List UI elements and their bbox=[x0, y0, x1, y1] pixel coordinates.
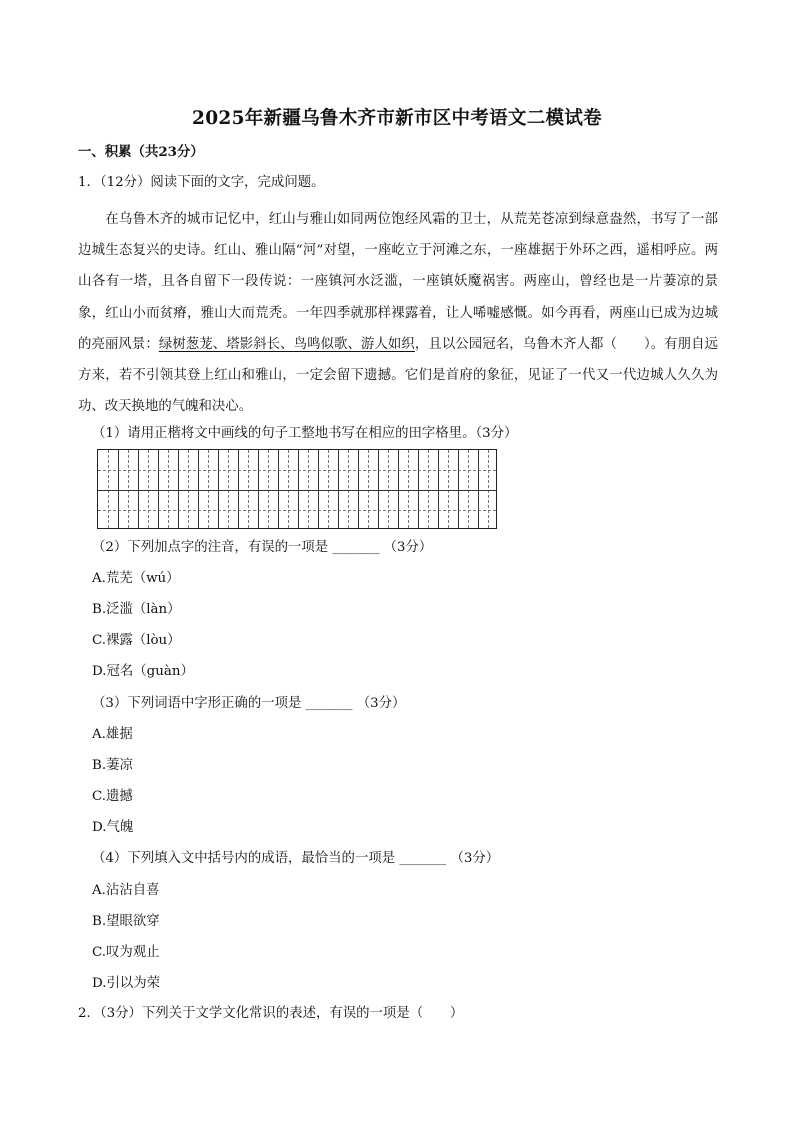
grid-cell-border bbox=[158, 450, 159, 528]
grid-cell-border bbox=[358, 450, 359, 528]
sub4-option-c: C.叹为观止 bbox=[92, 945, 160, 960]
grid-guide-line bbox=[408, 450, 409, 528]
grid-cell-border bbox=[198, 450, 199, 528]
sub2-option-d: D.冠名（guàn） bbox=[92, 664, 194, 679]
sub3-option-a: A.雄据 bbox=[92, 727, 133, 742]
grid-cell-border bbox=[418, 450, 419, 528]
passage-text-part1: 在乌鲁木齐的城市记忆中，红山与雅山如同两位饱经风霜的卫士，从荒芜苍凉到绿意盎然，书写了一部边城生态复兴的史诗。红山、雅山隔“河”对望，一座屹立于河滩之东，一座雄据于外环之西，遥相呼应。两山各有一塔，且各自留下一段传说：一座镇河水泛滥，一座镇妖魔祸害。两座山，曾经也是一片萋凉的景象，红山小而贫瘠，雅山大而荒秃。一年四季就那样裸露着，让人唏嘘感慨。如今再看，两座山已成为边城的亮丽风景： bbox=[78, 212, 718, 352]
grid-row-border bbox=[98, 490, 496, 491]
subquestion-2: （2）下列加点字的注音，有误的一项是 _______ （3分） bbox=[92, 540, 433, 555]
grid-cell-border bbox=[278, 450, 279, 528]
subquestion-3: （3）下列词语中字形正确的一项是 _______ （3分） bbox=[92, 696, 406, 711]
grid-guide-line bbox=[428, 450, 429, 528]
subquestion-1: （1）请用正楷将文中画线的句子工整地书写在相应的田字格里。（3分） bbox=[92, 426, 518, 441]
grid-guide-line bbox=[98, 470, 496, 471]
passage-text-part2: ，且以公园冠名，乌鲁木齐人都（ ）。有朋自远方来，若不引领其登上红山和雅山，一定会留下遗撼。它们是首府的象征，见证了一代又一代边城人久久为功、改天换地的气魄和决心。 bbox=[78, 336, 719, 415]
grid-guide-line bbox=[308, 450, 309, 528]
sub2-option-b: B.泛滥（làn） bbox=[92, 602, 181, 617]
grid-guide-line bbox=[228, 450, 229, 528]
grid-cell-border bbox=[318, 450, 319, 528]
grid-guide-line bbox=[148, 450, 149, 528]
grid-guide-line bbox=[348, 450, 349, 528]
grid-guide-line bbox=[168, 450, 169, 528]
grid-cell-border bbox=[478, 450, 479, 528]
grid-guide-line bbox=[328, 450, 329, 528]
underlined-sentence: 绿树葱茏、塔影斜长、鸟鸣似歌、游人如织 bbox=[158, 336, 415, 352]
tianzige-writing-grid[interactable] bbox=[97, 449, 497, 529]
sub4-option-a: A.沾沾自喜 bbox=[92, 883, 160, 898]
grid-cell-border bbox=[118, 450, 119, 528]
grid-guide-line bbox=[98, 510, 496, 511]
question-1-stem: 1．（12分）阅读下面的文字，完成问题。 bbox=[78, 175, 325, 190]
sub4-option-b: B.望眼欲穿 bbox=[92, 914, 160, 929]
grid-guide-line bbox=[128, 450, 129, 528]
sub4-option-d: D.引以为荣 bbox=[92, 976, 161, 991]
sub3-option-c: C.遗撼 bbox=[92, 789, 133, 804]
grid-cell-border bbox=[338, 450, 339, 528]
sub3-option-b: B.萋凉 bbox=[92, 758, 133, 773]
grid-cell-border bbox=[398, 450, 399, 528]
reading-passage bbox=[78, 204, 718, 422]
grid-guide-line bbox=[488, 450, 489, 528]
grid-guide-line bbox=[388, 450, 389, 528]
grid-guide-line bbox=[368, 450, 369, 528]
grid-cell-border bbox=[238, 450, 239, 528]
grid-cell-border bbox=[438, 450, 439, 528]
grid-cell-border bbox=[218, 450, 219, 528]
question-2-stem: 2．（3分）下列关于文学文化常识的表述，有误的一项是（ ） bbox=[78, 1006, 464, 1021]
grid-guide-line bbox=[288, 450, 289, 528]
grid-guide-line bbox=[248, 450, 249, 528]
page-title: 2025年新疆乌鲁木齐市新市区中考语文二模试卷 bbox=[192, 108, 602, 129]
grid-guide-line bbox=[268, 450, 269, 528]
grid-cell-border bbox=[138, 450, 139, 528]
grid-cell-border bbox=[258, 450, 259, 528]
grid-guide-line bbox=[208, 450, 209, 528]
grid-guide-line bbox=[108, 450, 109, 528]
section-heading: 一、积累（共23分） bbox=[78, 144, 204, 160]
grid-cell-border bbox=[298, 450, 299, 528]
grid-guide-line bbox=[188, 450, 189, 528]
sub3-option-d: D.气魄 bbox=[92, 820, 134, 835]
grid-cell-border bbox=[458, 450, 459, 528]
grid-guide-line bbox=[448, 450, 449, 528]
sub2-option-c: C.裸露（lòu） bbox=[92, 633, 181, 648]
subquestion-4: （4）下列填入文中括号内的成语，最恰当的一项是 _______ （3分） bbox=[92, 851, 500, 866]
grid-cell-border bbox=[178, 450, 179, 528]
grid-cell-border bbox=[378, 450, 379, 528]
sub2-option-a: A.荒芜（wú） bbox=[92, 571, 180, 586]
grid-guide-line bbox=[468, 450, 469, 528]
